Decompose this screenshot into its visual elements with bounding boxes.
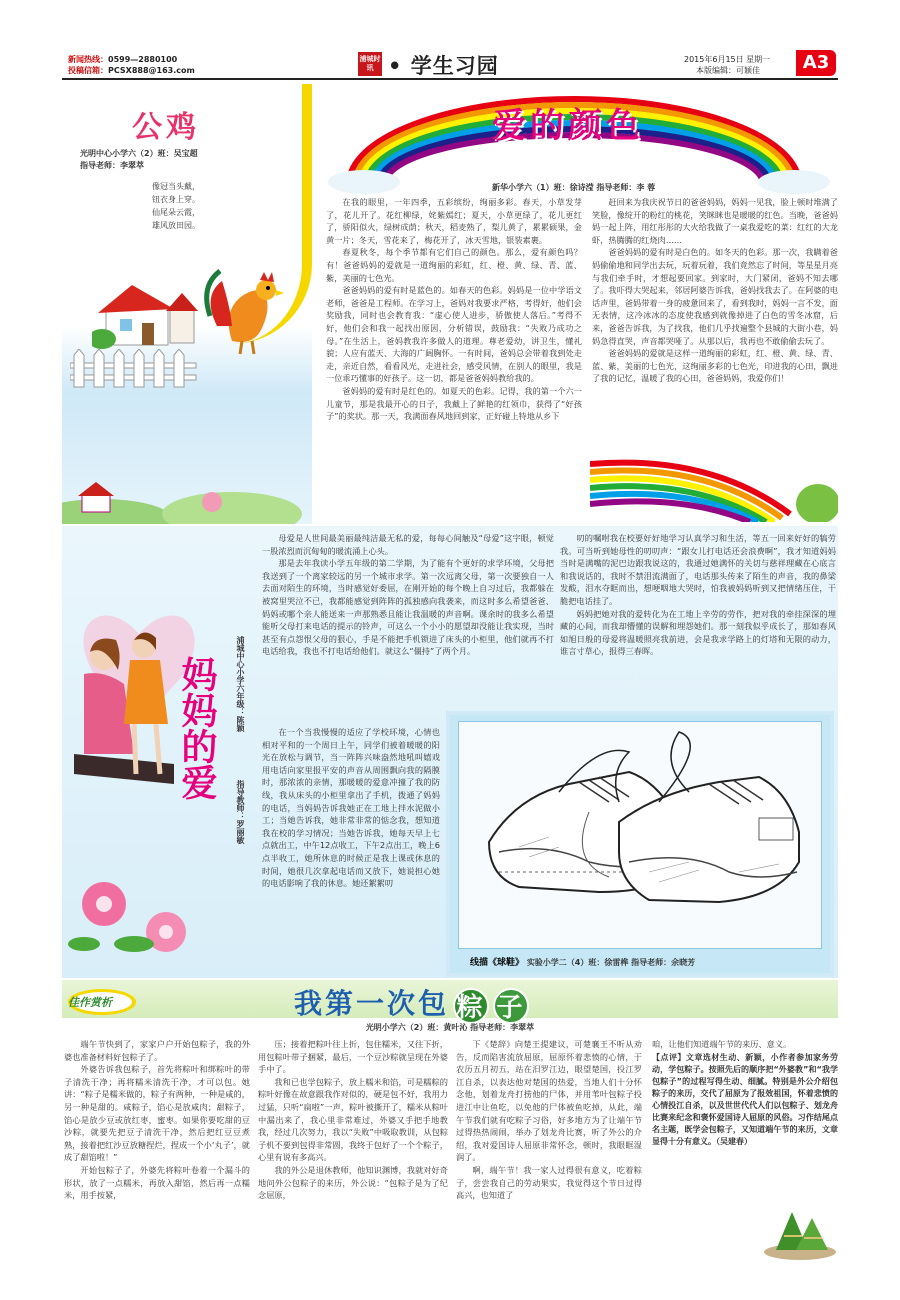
paragraph: 妈妈把她对我的爱转化为在工地上辛劳的劳作，把对我的牵挂深深的埋藏的心间，而我却懵懂的误解和埋怨她们。那一刻我似乎成长了，那如春风如旭日般的母爱将温暖照亮我前进，会是我求学路上的灯塔和无限的动力，谁言寸草心，报得三春晖。 (560, 608, 836, 657)
poem-body (152, 180, 200, 232)
drawing-caption-title: 线描《球鞋》 (470, 958, 525, 968)
house-illustration (92, 279, 202, 349)
mom-love-title: 妈妈的爱 (176, 656, 218, 800)
zongzi-col1 (64, 1038, 250, 1202)
zongzi-title-ball: 粽 (453, 988, 489, 1024)
poem-line: 雄风放田园。 (152, 221, 200, 230)
featured-badge-label: 佳作赏析 (68, 996, 112, 1009)
contact-info (68, 54, 195, 76)
drawing-caption-credit: 实验小学二（4）班：徐雷桦 指导老师：余晓芳 (526, 958, 696, 967)
paragraph: 赶回来为我庆祝节日的爸爸妈妈，妈妈一见我，脸上顿时堆满了笑脸，像绽开的粉红的桃花，笑眯眯也是暖暖的红色。当晚，爸爸妈妈一起上阵，用红彤彤的大火给我做了一桌我爱吃的菜：红红的大龙虾，热腾腾的红烧肉…… (592, 197, 838, 245)
paragraph: 啊，端午节！我一家人过得很有意义，吃着粽子，尝尝我自己的劳动果实，我觉得这个节日过得高兴，也知道了 (456, 1164, 642, 1201)
paragraph: 端午节快到了，家家户户开始包粽子，我的外婆也准备材料好包粽子了。 (64, 1039, 250, 1062)
zongzi-title-ball: 子 (493, 988, 529, 1024)
drawing-caption (470, 955, 695, 968)
paragraph: 压；接着把粽叶往上折，包住糯米，又往下折，用包粽叶带子捆紧，最后，一个豆沙粽就呈现在外婆手中了。 (258, 1039, 448, 1075)
brand-logo: 浦城时讯 (358, 52, 382, 76)
sneaker-sketch-image (459, 722, 823, 950)
paragraph: 爸爸妈妈的爱有时是白色的。如冬天的色彩。那一次，我瞒着爸妈偷偷地和同学出去玩，玩着玩着，我们竟然忘了时间，等星星月亮与我们牵手时，才想起要回家。到家时，大门紧闭，爸妈不知去哪了。我吓得大哭起来，邻居阿婆告诉我，爸妈找我去了。在阿婆的电话声里，爸妈带着一身的疲惫回来了，看到我时，妈妈一言不发，面无表情，这冷冰冰的态度使我感到就像掉进了白色的雪冬冰窟，后来，爸爸告诉我，为了找我，他们几乎找遍整个县城的大街小巷，妈妈急得直哭，声音都哭哑了。从那以后，我再也不敢偷偷去玩了。 (592, 247, 838, 346)
paragraph: 叨的嘱咐我在校要好好地学习认真学习和生活，等五一回来好好的犒劳我。可当听到她母性的叨叨声：“跟女儿打电话还会浪费啊”，我才知道妈妈当时是满嘴的泥巴边跟我说这的，我通过她满怀的关切与慈祥理藏在心底言和我说话的，我时不禁泪流满面了，电话那头传来了陌生的声音，我的鼻梁发酸，泪水夺眶而出，想哽咽地大哭时，怕我被妈妈听到又把情绪压住，干脆把电话挂了。 (560, 533, 836, 606)
hotline-value: 0599—2880100 (108, 55, 178, 64)
zongzi-col2 (258, 1038, 448, 1202)
poem-line: 像冠当头戴， (152, 182, 200, 191)
issue-date: 2015年6月15日 星期一 (684, 55, 771, 64)
top-section (62, 84, 838, 524)
zongzi-title-band (62, 980, 838, 1023)
paragraph: 咱，让他们知道端午节的来历、意义。 (652, 1039, 792, 1049)
rooster-illustration (202, 256, 292, 356)
hotline-label: 新闻热线： (68, 55, 108, 64)
paragraph: 母爱是人世间最美丽最纯洁最无私的爱，每每心间触及“母爱”这字眼，顿觉一股浓烈而沉甸甸的暖流涌上心头。 (262, 533, 554, 556)
paragraph: 外婆告诉我包粽子，首先将粽叶和绑粽叶的带子清洗干净；再将糯米清洗干净，才可以包。她讲：“粽子是糯米做的，粽子有两种，一种是咸的，另一种是甜的。咸粽子，馅心是放咸肉；甜粽子，馅心是放少豆或放红枣，蜜枣。如果你要吃甜的豆沙粽，就要先把豆子清洗干净，然后把红豆豆煮熟，接着把红沙豆放糖捏烂，捏成一个小‘丸子’，就成了甜馅啦！” (64, 1064, 250, 1163)
paragraph: 在一个当我慢慢的适应了学校环境，心情也相对平和的一个周日上午，同学们被着暖暖的阳光在放松与调节，当一阵阵兴味盎然地吼叫嬉戏用电话向家里报平安的声音从周围飘向我的隔膜时，那浓浓的亲情，那暖暖的爱意冲撞了我的防线，我从床头的小柜里拿出了手机，拨通了妈妈的电话，当妈妈告诉我她正在工地上拌水泥做小工；当她告诉我，她非常非常的惦念我，想知道我在校的学习情况；当她告诉我，她每天早上七点就出工，中午12点收工，下午2点出工，晚上6点半收工，她所休息的时候正是我上课或休息的时间，她很几次拿起电话而又放下，她说担心她的电话影响了我的休息。她还絮絮叨 (262, 727, 440, 889)
zongzi-illustration (762, 1202, 838, 1260)
page-number: A3 (796, 50, 836, 76)
poem-byline: 光明中心小学六（2）班：吴宝超 指导老师：李翠萃 (80, 149, 198, 170)
editor-line: 本版编辑：可颖佳 (696, 66, 760, 75)
sneaker-drawing (458, 721, 822, 949)
paragraph: 爸爸妈妈的爱有时是蓝色的。如春天的色彩。妈妈是一位中学语文老师，爸爸是工程师。在学习上，爸妈对我要求严格，考得好，他们会奖励我，同时也会教育我：“虚心使人进步，骄傲使人落后。”考得不好，他们会和我一起找出原因，分析错误，鼓励我：“失败乃成功之母。”在生活上，爸妈教我许多做人的道理。尊老爱幼，讲卫生，懂礼貌；人应有蓝天、大海的广阔胸怀。一有时间，爸妈总会带着我到处走走，亲近自然，看看风光，走进社会，感受风情，在别人的眼里，我是一位乖巧懂事的好孩子。这一切，都是爸爸妈妈教给我的。 (326, 285, 582, 384)
paragraph: 我的外公是退休教师，他知识渊博，我就对好奇地问外公包粽子的来历，外公说：“包粽子是为了纪念屈原， (258, 1164, 448, 1201)
zongzi-col3 (456, 1038, 642, 1202)
sneaker-drawing-frame (446, 711, 834, 977)
paragraph: 下《楚辞》向楚王提建议，可楚襄王不听从劝告，反而陷害流放屈原，屈原怀着悲愤的心情，于农历五月初五，站在汨罗江边，眼望楚国，投江罗江自杀，以表达他对楚国的热爱，当地人们十分怀念他，划着龙舟打捞他的尸体，并用苇叶包粽子投进江中让鱼吃，以免他的尸体被鱼吃掉，从此，端午节我们就有吃粽子习俗，好多地方为了让端午节过得热热闹闹，举办了划龙舟比赛，听了外公的介绍，我对爱国诗人屈原非常怀念，顿时，我眼眶湿润了。 (456, 1039, 642, 1163)
mom-love-byline: 浦城中心小学六年级：陈颖 (236, 636, 245, 732)
mom-love-col1-top (262, 532, 554, 658)
newspaper-page (62, 48, 838, 1260)
poem-title: 公鸡 (132, 110, 200, 145)
poem-line: 钮衣身上穿。 (152, 195, 200, 204)
poem-line: 仙尾朵云霞， (152, 208, 200, 217)
fence-illustration (70, 349, 200, 389)
zongzi-section (62, 980, 838, 1260)
page-header (62, 48, 838, 80)
mom-love-col2 (560, 532, 836, 658)
paragraph: 爸妈妈的爱有时是红色的。如夏天的色彩。记得，我的第一个六一儿童节，那是我最开心的日子，我戴上了鲜艳的红领巾，获得了“好孩子”的奖状。那一天，我满面春风地回到家，正好碰上特地从乡下 (326, 385, 582, 422)
love-colors-col1 (326, 196, 582, 423)
email-label: 投稿信箱： (68, 66, 108, 75)
paragraph: 爸爸妈妈的爱就是这样一道绚丽的彩虹，红、橙、黄、绿、青、蓝、紫，美丽的七色光，这绚丽多彩的七色光，印进我的心田，飘进了我的记忆，温暖了我的心田，爸爸妈妈，我爱你们！ (592, 348, 838, 384)
rainbow-corner-illustration (590, 444, 838, 522)
mom-love-teacher: 指导教师：罗丽敏 (236, 780, 245, 844)
zongzi-col4 (652, 1038, 838, 1051)
paragraph: 春夏秋冬，每个季节都有它们自己的颜色。那么，爱有颜色吗？有！爸爸妈妈的爱就是一道绚丽的彩虹，红、橙、黄、绿、青、蓝、紫，美丽的七色光。 (326, 247, 582, 283)
mom-love-col1-bottom (262, 726, 440, 978)
section-title: • 学生习园 (388, 54, 499, 78)
paragraph: 我和已也学包粽子，放上糯米和馅，可是糯粽的粽叶好像在故意跟我作对似的，硬是包不好，我用力过猛，只听“扁啦”一声，粽叶被撕开了，糯米从粽叶中漏出来了，我心里非常难过，外婆又手把手地教我，经过几次努力，我以“失败”中吸取教训，从包粽子机不要到包得非常圆，我终于包好了一个个粽子，心里有说有多高兴。 (258, 1076, 448, 1163)
paragraph: 开始包粽子了，外婆先将粽叶卷着一个漏斗的形状，放了一点糯米，再放入甜馅，然后再一点糯米，用手按紧， (64, 1164, 250, 1201)
email-value: PCSX888@163.com (108, 66, 195, 75)
editor-comment: 【点评】文章选材生动、新颖，小作者参加家务劳动，学包粽子。按照先后的顺序把“外婆教”和“我学包粽子”的过程写得生动、细腻。特别是外公介绍包粽子的来历，交代了屈原为了报效祖国，怀着悲愤的心情投江自杀，以及世世代代人们以包粽子、划龙舟比赛来纪念和褒怀爱国诗人屈原的风俗。习作结尾点名主题，既学会包粽子，又知道端午节的来历，文章显得十分有意义。（吴建春） (652, 1052, 838, 1202)
mom-love-section (62, 526, 838, 978)
poem-panel (62, 84, 312, 524)
love-colors-title: 爱的颜色 (492, 106, 644, 146)
landscape-illustration (62, 464, 312, 524)
love-colors-col2 (592, 196, 838, 385)
zongzi-title: 我第一次包 粽 子 (294, 982, 529, 1024)
paragraph: 在我的眼里，一年四季，五彩缤纷，绚丽多彩。春天，小草发芽了，花儿开了。花红柳绿，姹紫嫣红；夏天，小草更绿了，花儿更红了，骄阳似火，绿树成荫；秋天，稻麦熟了，梨儿黄了，累累硕果，金黄一片；冬天，雪花来了，梅花开了，冰天雪地，银装素裹。 (326, 197, 582, 245)
date-info (684, 54, 770, 76)
paragraph: 那是去年我读小学五年级的第二学期，为了能有个更好的求学环境，父母把我送到了一个离家较远的另一个城市求学。第一次远离父母，第一次要独自一人去面对陌生的环境，当时感觉好委屈，在刚开始的每个晚上自习过后，我都躲在被窝里哭泣不已，我都能感觉到阵阵的孤独感向我袭来，而这时多么希望爸爸、妈妈或哪个亲人能送来一声那熟悉且能让我温暖的声音啊。课余时的我多么希望能听父母打来电话的提示的铃声，可这么一个小小的愿望却没能让我实现，当时甚至有点怨恨父母的狠心，手是不能把手机锁进了床头的小柜里，他们就再不打电话给我，我也不打电话给他们。就这么“僵持”了两个月。 (262, 558, 554, 657)
zongzi-byline: 光明小学六（2）班：黄叶沁 指导老师：李翠萃 (365, 1023, 535, 1032)
love-colors-byline: 新华小学六（1）班：徐诗滢 指导老师：李 蓉 (492, 183, 656, 192)
